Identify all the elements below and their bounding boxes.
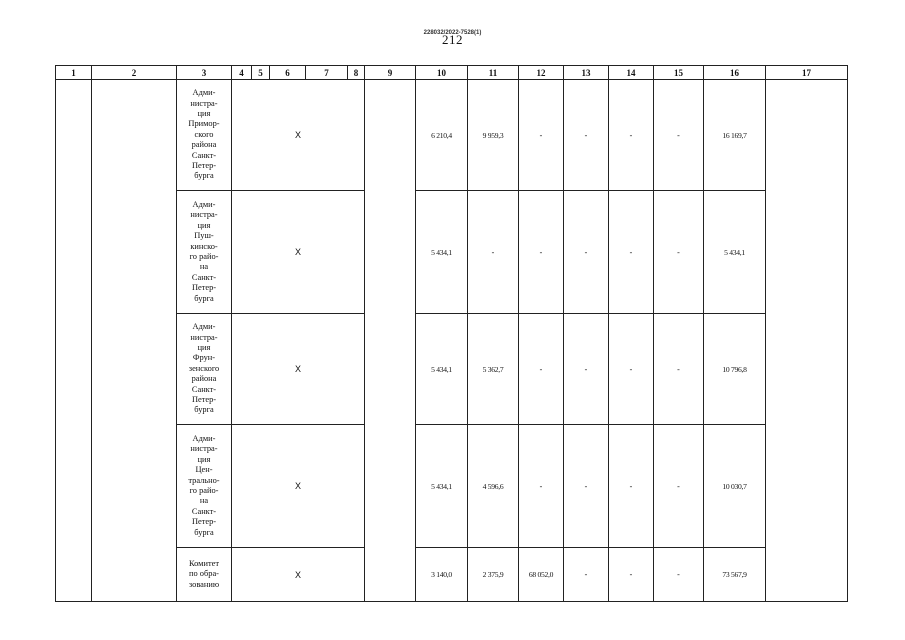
budget-allocation-table (55, 65, 848, 602)
column-9-cell (365, 80, 416, 602)
not-applicable-mark: Х (232, 314, 365, 425)
amount-cell: - (564, 80, 609, 191)
amount-cell: - (609, 191, 654, 314)
amount-cell: - (564, 425, 609, 548)
amount-cell: - (564, 548, 609, 602)
total-amount-cell: 10 796,8 (704, 314, 766, 425)
column-header: 11 (468, 66, 519, 80)
amount-cell: - (519, 80, 564, 191)
amount-cell: - (654, 80, 704, 191)
document-registration-stamp: 228032/2022-7528(1) (423, 30, 482, 36)
amount-cell: 68 052,0 (519, 548, 564, 602)
column-header: 16 (704, 66, 766, 80)
column-header: 3 (177, 66, 232, 80)
organization-name-cell: Адми- нистра- ция Примор- ского района Санкт- Петер- бурга (177, 80, 232, 191)
not-applicable-mark: Х (232, 80, 365, 191)
column-header: 12 (519, 66, 564, 80)
total-amount-cell: 16 169,7 (704, 80, 766, 191)
amount-cell: - (609, 548, 654, 602)
amount-cell: 4 596,6 (468, 425, 519, 548)
amount-cell: - (609, 314, 654, 425)
column-header: 13 (564, 66, 609, 80)
organization-name-cell: Комитет по обра- зованию (177, 548, 232, 602)
not-applicable-mark: Х (232, 425, 365, 548)
organization-name-cell: Адми- нистра- ция Фрун- зенского района Санкт- Петер- бурга (177, 314, 232, 425)
amount-cell: - (564, 314, 609, 425)
column-header: 4 (232, 66, 252, 80)
column-header: 1 (56, 66, 92, 80)
column-header: 2 (92, 66, 177, 80)
amount-cell: - (468, 191, 519, 314)
organization-name-cell: Адми- нистра- ция Пуш- кинско- го райо- на Санкт- Петер- бурга (177, 191, 232, 314)
amount-cell: 5 434,1 (416, 425, 468, 548)
column-header: 10 (416, 66, 468, 80)
column-header: 9 (365, 66, 416, 80)
amount-cell: 5 362,7 (468, 314, 519, 425)
amount-cell: - (654, 191, 704, 314)
total-amount-cell: 10 030,7 (704, 425, 766, 548)
not-applicable-mark: Х (232, 548, 365, 602)
amount-cell: 5 434,1 (416, 191, 468, 314)
column-2-cell (92, 80, 177, 602)
column-17-cell (766, 80, 848, 602)
total-amount-cell: 5 434,1 (704, 191, 766, 314)
amount-cell: - (609, 425, 654, 548)
amount-cell: 6 210,4 (416, 80, 468, 191)
column-header: 7 (306, 66, 348, 80)
total-amount-cell: 73 567,9 (704, 548, 766, 602)
amount-cell: - (519, 425, 564, 548)
column-header: 8 (348, 66, 365, 80)
amount-cell: - (654, 425, 704, 548)
amount-cell: - (519, 191, 564, 314)
column-header: 14 (609, 66, 654, 80)
table-row (56, 80, 848, 191)
column-header: 15 (654, 66, 704, 80)
amount-cell: 2 375,9 (468, 548, 519, 602)
amount-cell: - (564, 191, 609, 314)
amount-cell: 9 959,3 (468, 80, 519, 191)
amount-cell: 5 434,1 (416, 314, 468, 425)
amount-cell: - (654, 548, 704, 602)
amount-cell: - (519, 314, 564, 425)
page-number: 212 (442, 32, 463, 47)
not-applicable-mark: Х (232, 191, 365, 314)
column-1-cell (56, 80, 92, 602)
column-header: 5 (252, 66, 270, 80)
column-header: 6 (270, 66, 306, 80)
amount-cell: - (654, 314, 704, 425)
amount-cell: 3 140,0 (416, 548, 468, 602)
amount-cell: - (609, 80, 654, 191)
column-number-header-row (56, 66, 848, 80)
column-header: 17 (766, 66, 848, 80)
organization-name-cell: Адми- нистра- ция Цен- трально- го райо- на Санкт- Петер- бурга (177, 425, 232, 548)
